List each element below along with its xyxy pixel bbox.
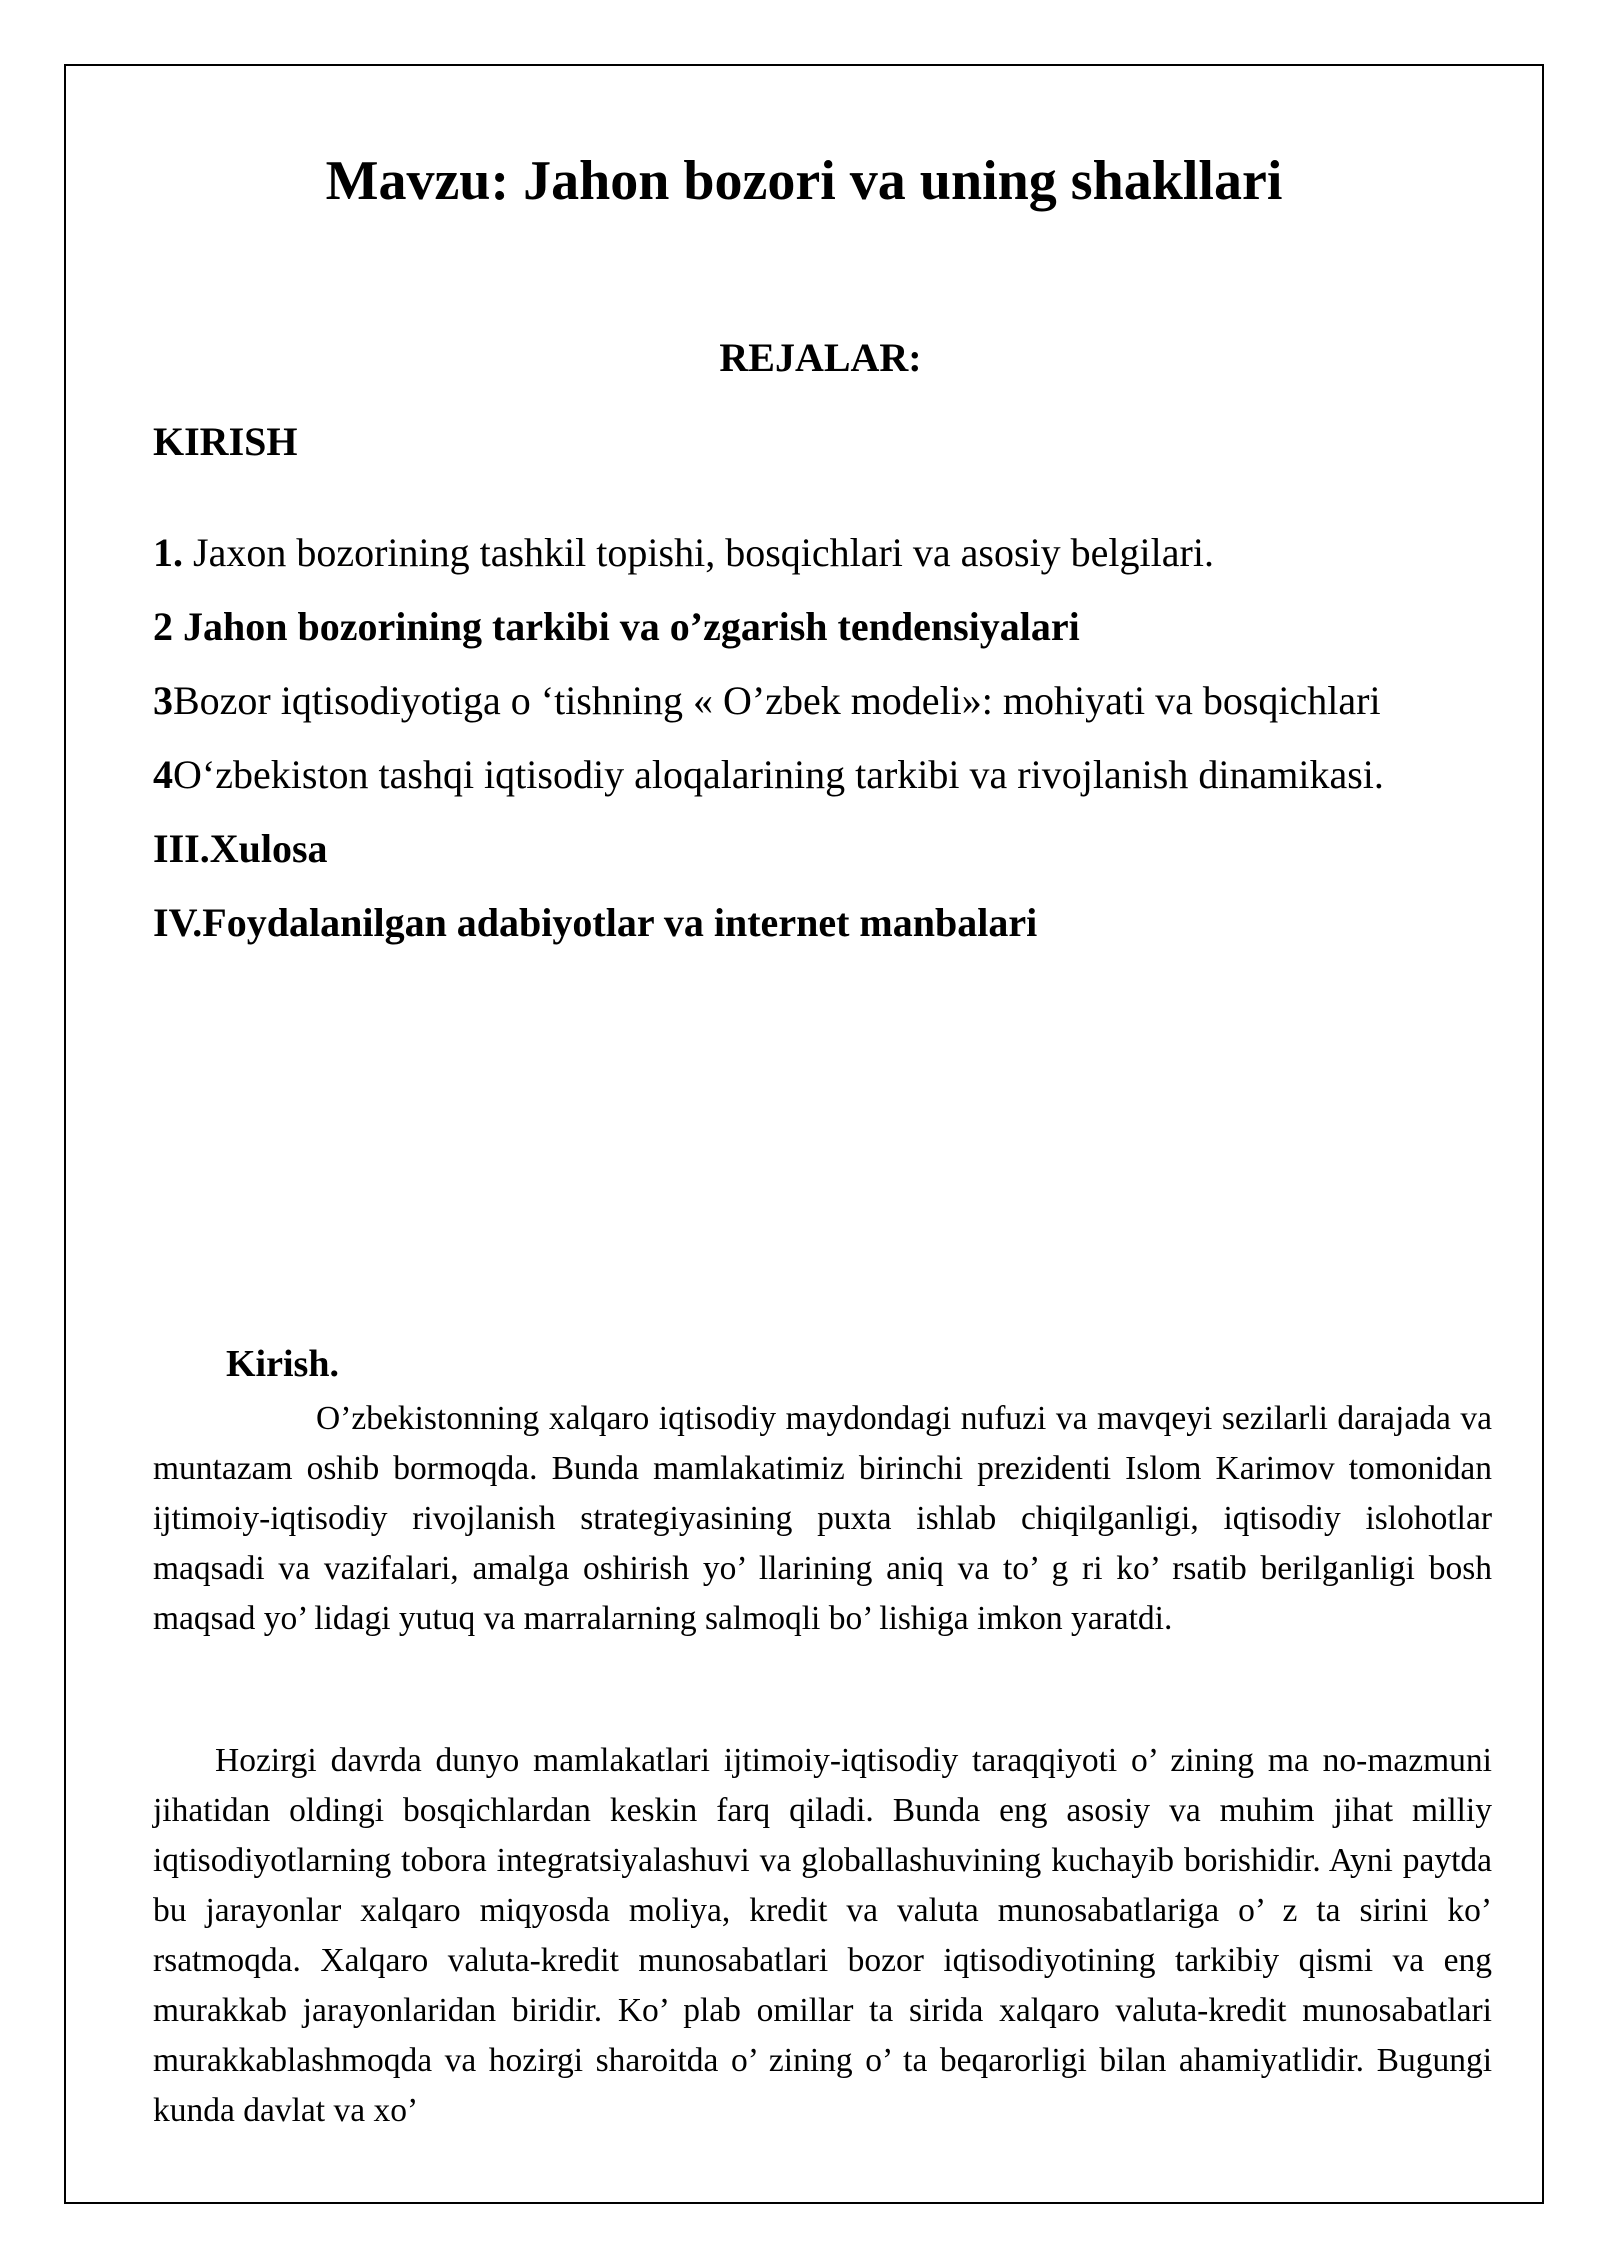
introduction-heading: Kirish. xyxy=(226,1343,339,1385)
plan-item-4 xyxy=(153,738,1493,812)
plan-item-number: 4 xyxy=(153,752,173,797)
plan-item-conclusion: III.Xulosa xyxy=(153,826,328,871)
intro-paragraph-1: O’zbekistonning xalqaro iqtisodiy maydondagi nufuzi va mavqeyi sezilarli darajada va muntazam oshib bormoqda. Bunda mamlakatimiz birinchi prezidenti Islom Karimov tomonidan ijtimoiy-iqtisodiy rivojlanish strategiyasining puxta ishlab chiqilganligi, iqtisodiy islohotlar maqsadi va vazifalari, amalga oshirish yo’ llarining aniq va to’ g ri ko’ rsatib berilganligi bosh maqsad yo’ lidagi yutuq va marralarning salmoqli bo’ lishiga imkon yaratdi. xyxy=(153,1400,1492,1637)
plan-item-text: Jaxon bozorining tashkil topishi, bosqichlari va asosiy belgilari. xyxy=(183,530,1214,575)
plan-item-1 xyxy=(153,516,1493,590)
plan-item-2: 2 Jahon bozorining tarkibi va o’zgarish tendensiyalari xyxy=(153,604,1080,649)
plan-item-number: 1. xyxy=(153,530,183,575)
plan-item-references: IV.Foydalanilgan adabiyotlar va internet manbalari xyxy=(153,900,1038,945)
plan-item-3 xyxy=(153,664,1493,738)
plan-item-text: O‘zbekiston tashqi iqtisodiy aloqalarining tarkibi va rivojlanish dinamikasi. xyxy=(173,752,1384,797)
plan-list xyxy=(153,516,1493,960)
plan-item-number: 3 xyxy=(153,678,173,723)
intro-label: KIRISH xyxy=(153,419,298,464)
plans-heading: REJALAR: xyxy=(719,335,922,380)
document-title: Mavzu: Jahon bozori va uning shakllari xyxy=(325,150,1283,212)
plan-item-text: Bozor iqtisodiyotiga o ‘tishning « O’zbek modeli»: mohiyati va bosqichlari xyxy=(173,678,1381,723)
intro-paragraph-2: Hozirgi davrda dunyo mamlakatlari ijtimoiy-iqtisodiy taraqqiyoti o’ zining ma no-mazmuni jihatidan oldingi bosqichlardan keskin farq qiladi. Bunda eng asosiy va muhim jihat milliy iqtisodiyotlarning tobora integratsiyalashuvi va globallashuvining kuchayib borishidir. Ayni paytda bu jarayonlar xalqaro miqyosda moliya, kredit va valuta munosabatlariga o’ z ta sirini ko’ rsatmoqda. Xalqaro valuta-kredit munosabatlari bozor iqtisodiyotining tarkibiy qismi va eng murakkab jarayonlaridan biridir. Ko’ plab omillar ta sirida xalqaro valuta-kredit munosabatlari murakkablashmoqda va hozirgi sharoitda o’ zining o’ ta beqarorligi bilan ahamiyatlidir. Bugungi kunda davlat va xo’ xyxy=(153,1742,1492,2129)
